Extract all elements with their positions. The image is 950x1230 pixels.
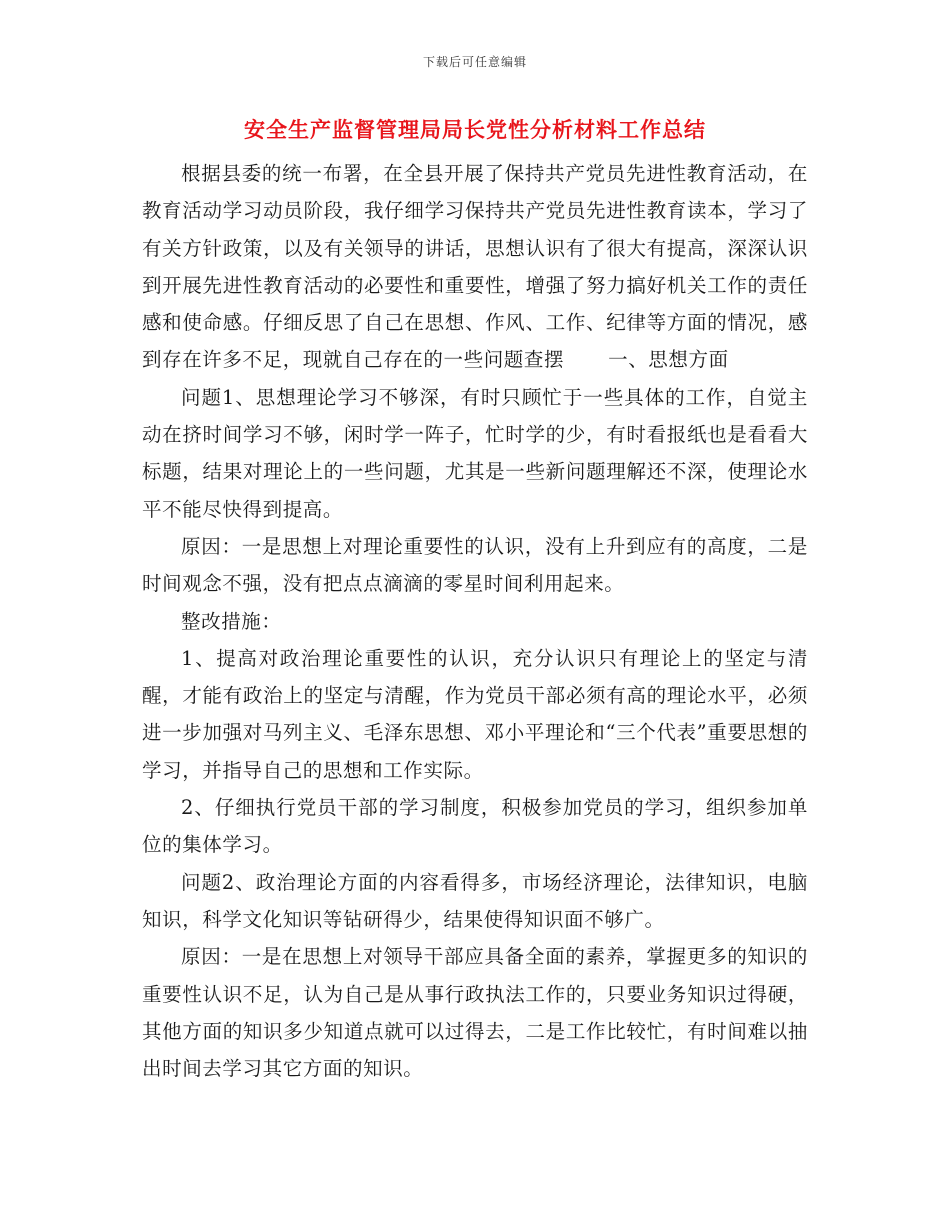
paragraph-measures-heading: 整改措施：: [181, 609, 282, 633]
paragraph-reason-2: 原因：一是在思想上对领导干部应具备全面的素养，掌握更多的知识的重要性认识不足，认为自己是从事行政执法工作的，只要业务知识过得硬，其他方面的知识多少知道点就可以过得去，二是工作比较忙，有时间难以抽出时间去学习其它方面的知识。: [142, 945, 808, 1081]
paragraph-measure-2: 2、仔细执行党员干部的学习制度，积极参加党员的学习，组织参加单位的集体学习。: [142, 796, 808, 857]
paragraph-reason-1: 原因：一是思想上对理论重要性的认识，没有上升到应有的高度，二是时间观念不强，没有把点点滴滴的零星时间利用起来。: [142, 534, 808, 596]
paragraph-problem-1: 问题1、思想理论学习不够深，有时只顾忙于一些具体的工作，自觉主动在挤时间学习不够，闲时学一阵子，忙时学的少，有时看报纸也是看看大标题，结果对理论上的一些问题，尤其是一些新问题理解还不深，使理论水平不能尽快得到提高。: [142, 385, 808, 521]
download-note: 下载后可任意编辑: [422, 55, 527, 69]
document-body: [142, 155, 808, 1087]
intro-text: 根据县委的统一布署，在全县开展了保持共产党员先进性教育活动，在教育活动学习动员阶段，我仔细学习保持共产党员先进性教育读本，学习了有关方针政策，以及有关领导的讲话，思想认识有了很大有提高，深深认识到开展先进性教育活动的必要性和重要性，增强了努力搞好机关工作的责任感和使命感。仔细反思了自己在思想、作风、工作、纪律等方面的情况，感到存在许多不足，现就自己存在的一些问题查摆: [142, 162, 808, 372]
document-title: 安全生产监督管理局局长党性分析材料工作总结: [244, 117, 706, 142]
paragraph-measure-1: 1、提高对政治理论重要性的认识，充分认识只有理论上的坚定与清醒，才能有政治上的坚定与清醒，作为党员干部必须有高的理论水平，必须进一步加强对马列主义、毛泽东思想、邓小平理论和“三个代表”重要思想的学习，并指导自己的思想和工作实际。: [142, 646, 808, 782]
section-heading: 一、思想方面: [608, 348, 729, 372]
intro-paragraph: [142, 155, 808, 379]
paragraph-problem-2: 问题2、政治理论方面的内容看得多，市场经济理论，法律知识，电脑知识，科学文化知识等钻研得少，结果使得知识面不够广。: [142, 870, 808, 931]
